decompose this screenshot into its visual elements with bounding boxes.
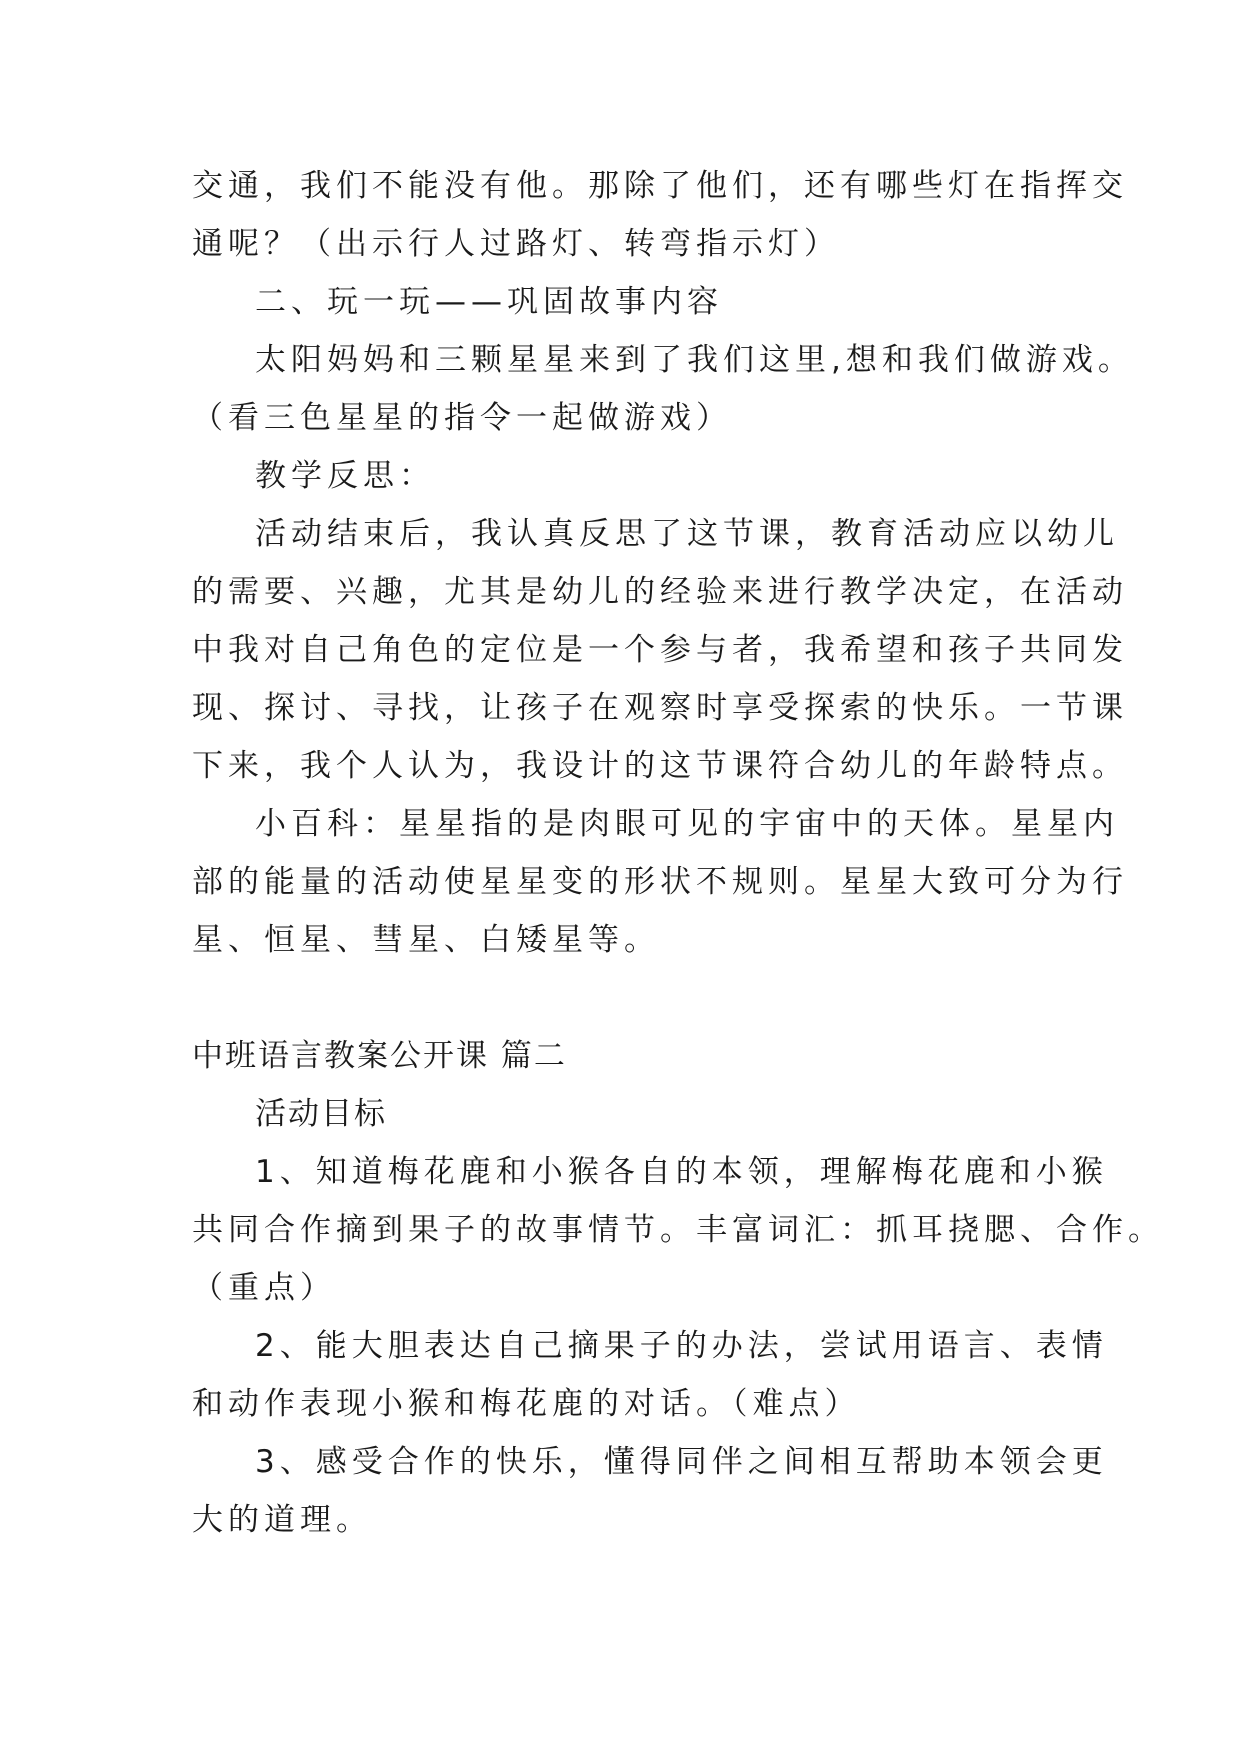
text-line: 的需要、兴趣，尤其是幼儿的经验来进行教学决定，在活动 xyxy=(192,574,1128,610)
text-line: 2、能大胆表达自己摘果子的办法，尝试用语言、表情 xyxy=(255,1328,1108,1364)
section-heading: 二、玩一玩——巩固故事内容 xyxy=(255,284,723,320)
text-line: 活动结束后，我认真反思了这节课，教育活动应以幼儿 xyxy=(255,516,1119,552)
text-line: 下来，我个人认为，我设计的这节课符合幼儿的年龄特点。 xyxy=(192,748,1128,784)
text-line: 和动作表现小猴和梅花鹿的对话。（难点） xyxy=(192,1386,861,1422)
text-line: 3、感受合作的快乐，懂得同伴之间相互帮助本领会更 xyxy=(255,1444,1108,1480)
text-line: 小百科：星星指的是肉眼可见的宇宙中的天体。星星内 xyxy=(255,806,1119,842)
section-heading: 教学反思： xyxy=(255,458,435,494)
text-line: 通呢？（出示行人过路灯、转弯指示灯） xyxy=(192,226,840,262)
article-title: 中班语言教案公开课 篇二 xyxy=(192,1038,567,1074)
text-line: （重点） xyxy=(192,1270,336,1306)
text-line: 星、恒星、彗星、白矮星等。 xyxy=(192,922,660,958)
text-line: 中我对自己角色的定位是一个参与者，我希望和孩子共同发 xyxy=(192,632,1128,668)
text-line: （看三色星星的指令一起做游戏） xyxy=(192,400,732,436)
text-line: 现、探讨、寻找，让孩子在观察时享受探索的快乐。一节课 xyxy=(192,690,1128,726)
text-line: 太阳妈妈和三颗星星来到了我们这里,想和我们做游戏。 xyxy=(255,342,1134,378)
text-line: 部的能量的活动使星星变的形状不规则。星星大致可分为行 xyxy=(192,864,1128,900)
text-line: 大的道理。 xyxy=(192,1502,372,1538)
section-heading: 活动目标 xyxy=(255,1096,387,1132)
text-line: 共同合作摘到果子的故事情节。丰富词汇：抓耳挠腮、合作。 xyxy=(192,1212,1164,1248)
text-line: 交通，我们不能没有他。那除了他们，还有哪些灯在指挥交 xyxy=(192,168,1128,204)
text-line: 1、知道梅花鹿和小猴各自的本领，理解梅花鹿和小猴 xyxy=(255,1154,1108,1190)
